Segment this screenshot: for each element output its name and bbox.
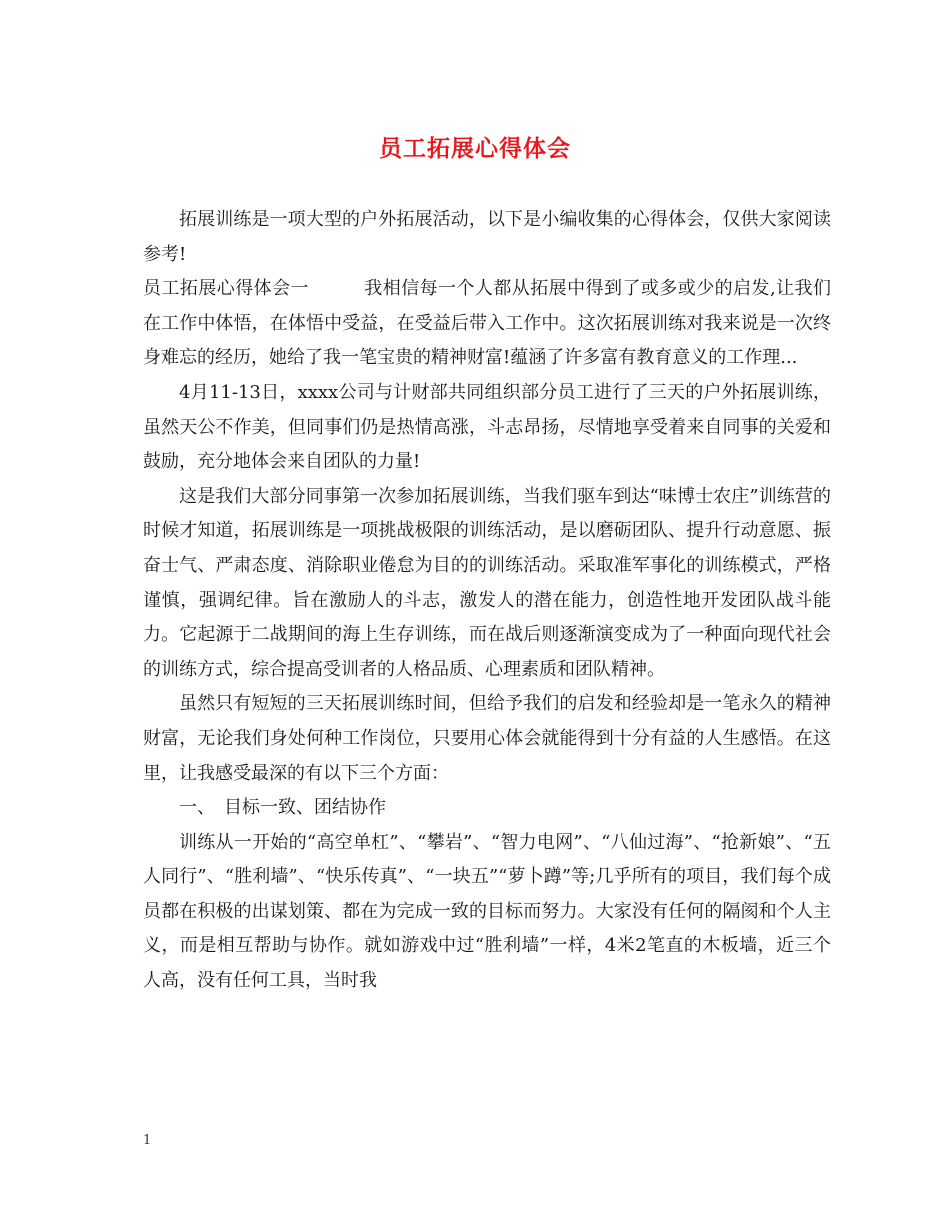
paragraph-subheading-goal: 一、 目标一致、团结协作	[179, 797, 386, 819]
paragraph-activities: 训练从一开始的“高空单杠”、“攀岩”、“智力电网”、“八仙过海”、“抢新娘”、“五人同行”、“胜利墙”、“快乐传真”、“一块五”“萝卜蹲”等;几乎所有的项目，我们每个成员都在积极的出谋划策、都在为完成一致的目标而努力。大家没有任何的隔阂和个人主义，而是相互帮助与协作。就如游戏中过“胜利墙”一样，4米2笔直的木板墙，近三个人高，没有任何工具，当时我	[143, 831, 831, 992]
document-title: 员工拓展心得体会	[379, 135, 571, 162]
paragraph-training-dates: 4月11-13日，xxxx公司与计财部共同组织部分员工进行了三天的户外拓展训练，虽然天公不作美，但同事们仍是热情高涨，斗志昂扬，尽情地享受着来自同事的关爱和鼓励，充分地体会来自团队的力量!	[143, 381, 831, 473]
paragraph-section-one-heading: 员工拓展心得体会一 我相信每一个人都从拓展中得到了或多或少的启发,让我们在工作中体悟，在体悟中受益，在受益后带入工作中。这次拓展训练对我来说是一次终身难忘的经历，她给了我一笔宝贵的精神财富!蕴涵了许多富有教育意义的工作理...	[143, 278, 831, 369]
document-body	[143, 203, 831, 999]
paragraph-training-description: 这是我们大部分同事第一次参加拓展训练，当我们驱车到达“味博士农庄”训练营的时候才知道，拓展训练是一项挑战极限的训练活动，是以磨砺团队、提升行动意愿、振奋士气、严肃态度、消除职业倦怠为目的的训练活动。采取准军事化的训练模式，严格谨慎，强调纪律。旨在激励人的斗志，激发人的潜在能力，创造性地开发团队战斗能力。它起源于二战期间的海上生存训练，而在战后则逐渐演变成为了一种面向现代社会的训练方式，综合提高受训者的人格品质、心理素质和团队精神。	[143, 485, 831, 680]
paragraph-insights: 虽然只有短短的三天拓展训练时间，但给予我们的启发和经验却是一笔永久的精神财富，无论我们身处何种工作岗位，只要用心体会就能得到十分有益的人生感悟。在这里，让我感受最深的有以下三个方面：	[143, 693, 831, 784]
page-number: 1	[143, 1133, 152, 1148]
paragraph-intro: 拓展训练是一项大型的户外拓展活动，以下是小编收集的心得体会，仅供大家阅读参考!	[143, 209, 831, 265]
